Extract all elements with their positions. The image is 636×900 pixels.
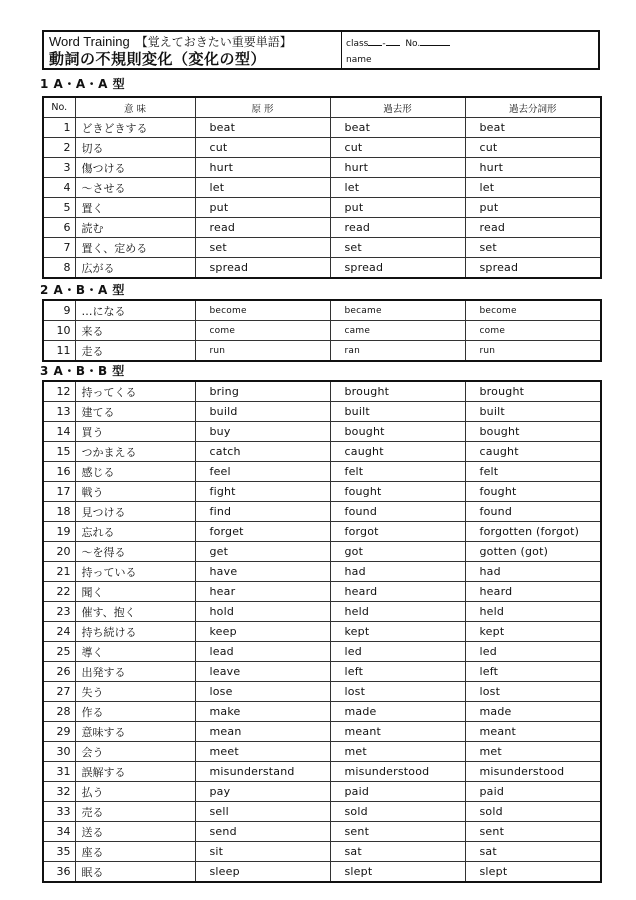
row-number: 31 (43, 762, 75, 782)
table-row (43, 522, 601, 542)
row-meaning: 送る (75, 822, 195, 842)
row-meaning: ～させる (75, 178, 195, 198)
row-base-form: hurt (195, 158, 330, 178)
no-label: No. (405, 39, 421, 49)
row-number: 26 (43, 662, 75, 682)
table-row (43, 682, 601, 702)
row-meaning: 誤解する (75, 762, 195, 782)
row-past-form: had (330, 562, 465, 582)
row-past-participle: beat (465, 118, 601, 138)
row-number: 36 (43, 862, 75, 883)
row-past-participle: met (465, 742, 601, 762)
row-past-participle: brought (465, 381, 601, 402)
row-base-form: bring (195, 381, 330, 402)
row-past-participle: put (465, 198, 601, 218)
table-row (43, 300, 601, 321)
row-past-form: brought (330, 381, 465, 402)
row-number: 29 (43, 722, 75, 742)
section-title-aaa: 1 A・A・A 型 (40, 77, 126, 91)
table-row (43, 462, 601, 482)
table-row (43, 782, 601, 802)
row-base-form: send (195, 822, 330, 842)
row-past-participle: held (465, 602, 601, 622)
row-base-form: misunderstand (195, 762, 330, 782)
header-student-box (342, 32, 598, 68)
row-base-form: mean (195, 722, 330, 742)
row-past-form: ran (330, 341, 465, 362)
row-meaning: ～を得る (75, 542, 195, 562)
row-meaning: 建てる (75, 402, 195, 422)
row-number: 25 (43, 642, 75, 662)
row-meaning: 持ってくる (75, 381, 195, 402)
row-past-form: spread (330, 258, 465, 279)
table-row (43, 381, 601, 402)
row-meaning: 払う (75, 782, 195, 802)
row-past-participle: slept (465, 862, 601, 883)
table-row (43, 642, 601, 662)
row-meaning: 持っている (75, 562, 195, 582)
row-meaning: 出発する (75, 662, 195, 682)
title-en: Word Training (49, 34, 130, 49)
row-meaning: 座る (75, 842, 195, 862)
title-ja: 【覚えておきたい重要単語】 (135, 35, 292, 49)
row-number: 15 (43, 442, 75, 462)
row-meaning: 来る (75, 321, 195, 341)
table-row (43, 321, 601, 341)
row-number: 2 (43, 138, 75, 158)
row-base-form: sleep (195, 862, 330, 883)
class-blank-1[interactable] (368, 35, 382, 46)
row-base-form: make (195, 702, 330, 722)
table-row (43, 138, 601, 158)
row-base-form: buy (195, 422, 330, 442)
row-past-form: held (330, 602, 465, 622)
header-title-line (49, 34, 336, 50)
row-meaning: 催す、抱く (75, 602, 195, 622)
row-past-participle: fought (465, 482, 601, 502)
row-base-form: leave (195, 662, 330, 682)
class-label: class (346, 39, 369, 49)
row-number: 18 (43, 502, 75, 522)
row-meaning: 失う (75, 682, 195, 702)
row-base-form: beat (195, 118, 330, 138)
table-row (43, 198, 601, 218)
table-row (43, 742, 601, 762)
row-past-form: read (330, 218, 465, 238)
table-row (43, 562, 601, 582)
row-base-form: fight (195, 482, 330, 502)
section-title-aba: 2 A・B・A 型 (40, 283, 125, 297)
row-meaning: つかまえる (75, 442, 195, 462)
row-past-form: became (330, 300, 465, 321)
row-past-participle: built (465, 402, 601, 422)
worksheet-header (42, 30, 600, 70)
row-past-form: sent (330, 822, 465, 842)
table-row (43, 822, 601, 842)
row-past-form: came (330, 321, 465, 341)
row-number: 11 (43, 341, 75, 362)
row-past-form: hurt (330, 158, 465, 178)
row-base-form: lead (195, 642, 330, 662)
table-row (43, 802, 601, 822)
row-base-form: have (195, 562, 330, 582)
row-meaning: 見つける (75, 502, 195, 522)
row-number: 4 (43, 178, 75, 198)
row-number: 6 (43, 218, 75, 238)
table-abb (42, 380, 602, 883)
row-number: 21 (43, 562, 75, 582)
table-row (43, 258, 601, 279)
row-past-participle: spread (465, 258, 601, 279)
row-base-form: become (195, 300, 330, 321)
row-number: 30 (43, 742, 75, 762)
row-meaning: 広がる (75, 258, 195, 279)
row-meaning: …になる (75, 300, 195, 321)
row-past-form: meant (330, 722, 465, 742)
table-row (43, 502, 601, 522)
row-base-form: read (195, 218, 330, 238)
row-number: 34 (43, 822, 75, 842)
row-base-form: forget (195, 522, 330, 542)
row-number: 33 (43, 802, 75, 822)
col-header-no: No. (43, 97, 75, 118)
row-past-participle: misunderstood (465, 762, 601, 782)
row-base-form: sit (195, 842, 330, 862)
row-past-participle: paid (465, 782, 601, 802)
row-past-form: left (330, 662, 465, 682)
row-number: 14 (43, 422, 75, 442)
row-past-form: kept (330, 622, 465, 642)
section-title-abb: 3 A・B・B 型 (40, 364, 125, 378)
col-header-base: 原 形 (195, 97, 330, 118)
row-meaning: どきどきする (75, 118, 195, 138)
row-past-form: let (330, 178, 465, 198)
row-past-participle: bought (465, 422, 601, 442)
table-row (43, 622, 601, 642)
row-meaning: 傷つける (75, 158, 195, 178)
row-past-form: got (330, 542, 465, 562)
table-row (43, 662, 601, 682)
table-row (43, 422, 601, 442)
row-base-form: hold (195, 602, 330, 622)
row-number: 17 (43, 482, 75, 502)
table-row (43, 722, 601, 742)
row-past-participle: made (465, 702, 601, 722)
table-row (43, 218, 601, 238)
header-subtitle: 動詞の不規則変化（変化の型） (49, 50, 267, 68)
row-number: 27 (43, 682, 75, 702)
row-past-form: lost (330, 682, 465, 702)
row-past-participle: set (465, 238, 601, 258)
row-number: 1 (43, 118, 75, 138)
row-past-participle: lost (465, 682, 601, 702)
row-meaning: 切る (75, 138, 195, 158)
table-row (43, 862, 601, 883)
row-past-participle: cut (465, 138, 601, 158)
table-row (43, 118, 601, 138)
row-base-form: catch (195, 442, 330, 462)
row-number: 10 (43, 321, 75, 341)
row-number: 16 (43, 462, 75, 482)
row-base-form: sell (195, 802, 330, 822)
row-base-form: let (195, 178, 330, 198)
row-past-form: heard (330, 582, 465, 602)
row-past-participle: become (465, 300, 601, 321)
row-meaning: 買う (75, 422, 195, 442)
row-past-participle: gotten (got) (465, 542, 601, 562)
row-base-form: hear (195, 582, 330, 602)
row-meaning: 読む (75, 218, 195, 238)
row-past-form: fought (330, 482, 465, 502)
row-past-form: forgot (330, 522, 465, 542)
row-meaning: 導く (75, 642, 195, 662)
row-base-form: feel (195, 462, 330, 482)
table-row (43, 602, 601, 622)
row-past-form: met (330, 742, 465, 762)
row-past-form: caught (330, 442, 465, 462)
row-base-form: get (195, 542, 330, 562)
row-meaning: 売る (75, 802, 195, 822)
row-past-participle: caught (465, 442, 601, 462)
row-past-form: slept (330, 862, 465, 883)
row-past-form: beat (330, 118, 465, 138)
table-row (43, 842, 601, 862)
row-number: 13 (43, 402, 75, 422)
row-past-participle: run (465, 341, 601, 362)
table-row (43, 158, 601, 178)
row-base-form: set (195, 238, 330, 258)
row-past-form: misunderstood (330, 762, 465, 782)
row-base-form: spread (195, 258, 330, 279)
row-number: 7 (43, 238, 75, 258)
row-number: 32 (43, 782, 75, 802)
table-row (43, 238, 601, 258)
row-past-participle: left (465, 662, 601, 682)
row-number: 24 (43, 622, 75, 642)
name-line (346, 52, 594, 68)
table-aba (42, 299, 602, 362)
row-past-form: made (330, 702, 465, 722)
row-past-form: felt (330, 462, 465, 482)
table-row (43, 542, 601, 562)
row-past-form: cut (330, 138, 465, 158)
row-number: 23 (43, 602, 75, 622)
row-past-form: built (330, 402, 465, 422)
row-meaning: 持ち続ける (75, 622, 195, 642)
row-base-form: build (195, 402, 330, 422)
table-row (43, 442, 601, 462)
class-separator: - (382, 39, 386, 49)
row-number: 19 (43, 522, 75, 542)
row-meaning: 置く (75, 198, 195, 218)
table-aaa (42, 96, 602, 279)
row-number: 22 (43, 582, 75, 602)
row-past-form: sold (330, 802, 465, 822)
row-past-form: sat (330, 842, 465, 862)
row-past-participle: had (465, 562, 601, 582)
row-base-form: come (195, 321, 330, 341)
row-number: 12 (43, 381, 75, 402)
row-past-participle: read (465, 218, 601, 238)
row-number: 35 (43, 842, 75, 862)
table-row (43, 482, 601, 502)
no-blank[interactable] (420, 35, 450, 46)
row-past-participle: kept (465, 622, 601, 642)
row-meaning: 感じる (75, 462, 195, 482)
table-row (43, 702, 601, 722)
row-base-form: run (195, 341, 330, 362)
row-base-form: meet (195, 742, 330, 762)
row-meaning: 眠る (75, 862, 195, 883)
table-row (43, 178, 601, 198)
row-past-participle: led (465, 642, 601, 662)
table-row (43, 402, 601, 422)
col-header-pp: 過去分詞形 (465, 97, 601, 118)
row-past-form: set (330, 238, 465, 258)
row-past-participle: sent (465, 822, 601, 842)
row-base-form: cut (195, 138, 330, 158)
row-past-participle: hurt (465, 158, 601, 178)
row-base-form: find (195, 502, 330, 522)
col-header-meaning: 意 味 (75, 97, 195, 118)
row-past-form: led (330, 642, 465, 662)
table-row (43, 582, 601, 602)
row-meaning: 置く、定める (75, 238, 195, 258)
class-blank-2[interactable] (386, 35, 400, 46)
row-number: 8 (43, 258, 75, 279)
row-base-form: keep (195, 622, 330, 642)
row-past-form: put (330, 198, 465, 218)
row-meaning: 意味する (75, 722, 195, 742)
col-header-past: 過去形 (330, 97, 465, 118)
row-base-form: lose (195, 682, 330, 702)
row-past-participle: come (465, 321, 601, 341)
row-past-form: found (330, 502, 465, 522)
row-past-participle: let (465, 178, 601, 198)
table-header-row (43, 97, 601, 118)
row-meaning: 聞く (75, 582, 195, 602)
row-number: 9 (43, 300, 75, 321)
name-label: name (346, 55, 372, 65)
row-past-form: bought (330, 422, 465, 442)
row-meaning: 忘れる (75, 522, 195, 542)
row-number: 20 (43, 542, 75, 562)
row-meaning: 会う (75, 742, 195, 762)
row-meaning: 走る (75, 341, 195, 362)
row-meaning: 作る (75, 702, 195, 722)
header-title-box (44, 32, 342, 68)
row-past-participle: heard (465, 582, 601, 602)
table-row (43, 762, 601, 782)
row-past-participle: meant (465, 722, 601, 742)
row-meaning: 戦う (75, 482, 195, 502)
row-past-participle: sold (465, 802, 601, 822)
class-no-line (346, 35, 594, 52)
row-past-participle: felt (465, 462, 601, 482)
row-past-participle: found (465, 502, 601, 522)
table-row (43, 341, 601, 362)
row-past-participle: forgotten (forgot) (465, 522, 601, 542)
row-base-form: pay (195, 782, 330, 802)
row-past-form: paid (330, 782, 465, 802)
row-base-form: put (195, 198, 330, 218)
row-past-participle: sat (465, 842, 601, 862)
row-number: 28 (43, 702, 75, 722)
row-number: 3 (43, 158, 75, 178)
row-number: 5 (43, 198, 75, 218)
